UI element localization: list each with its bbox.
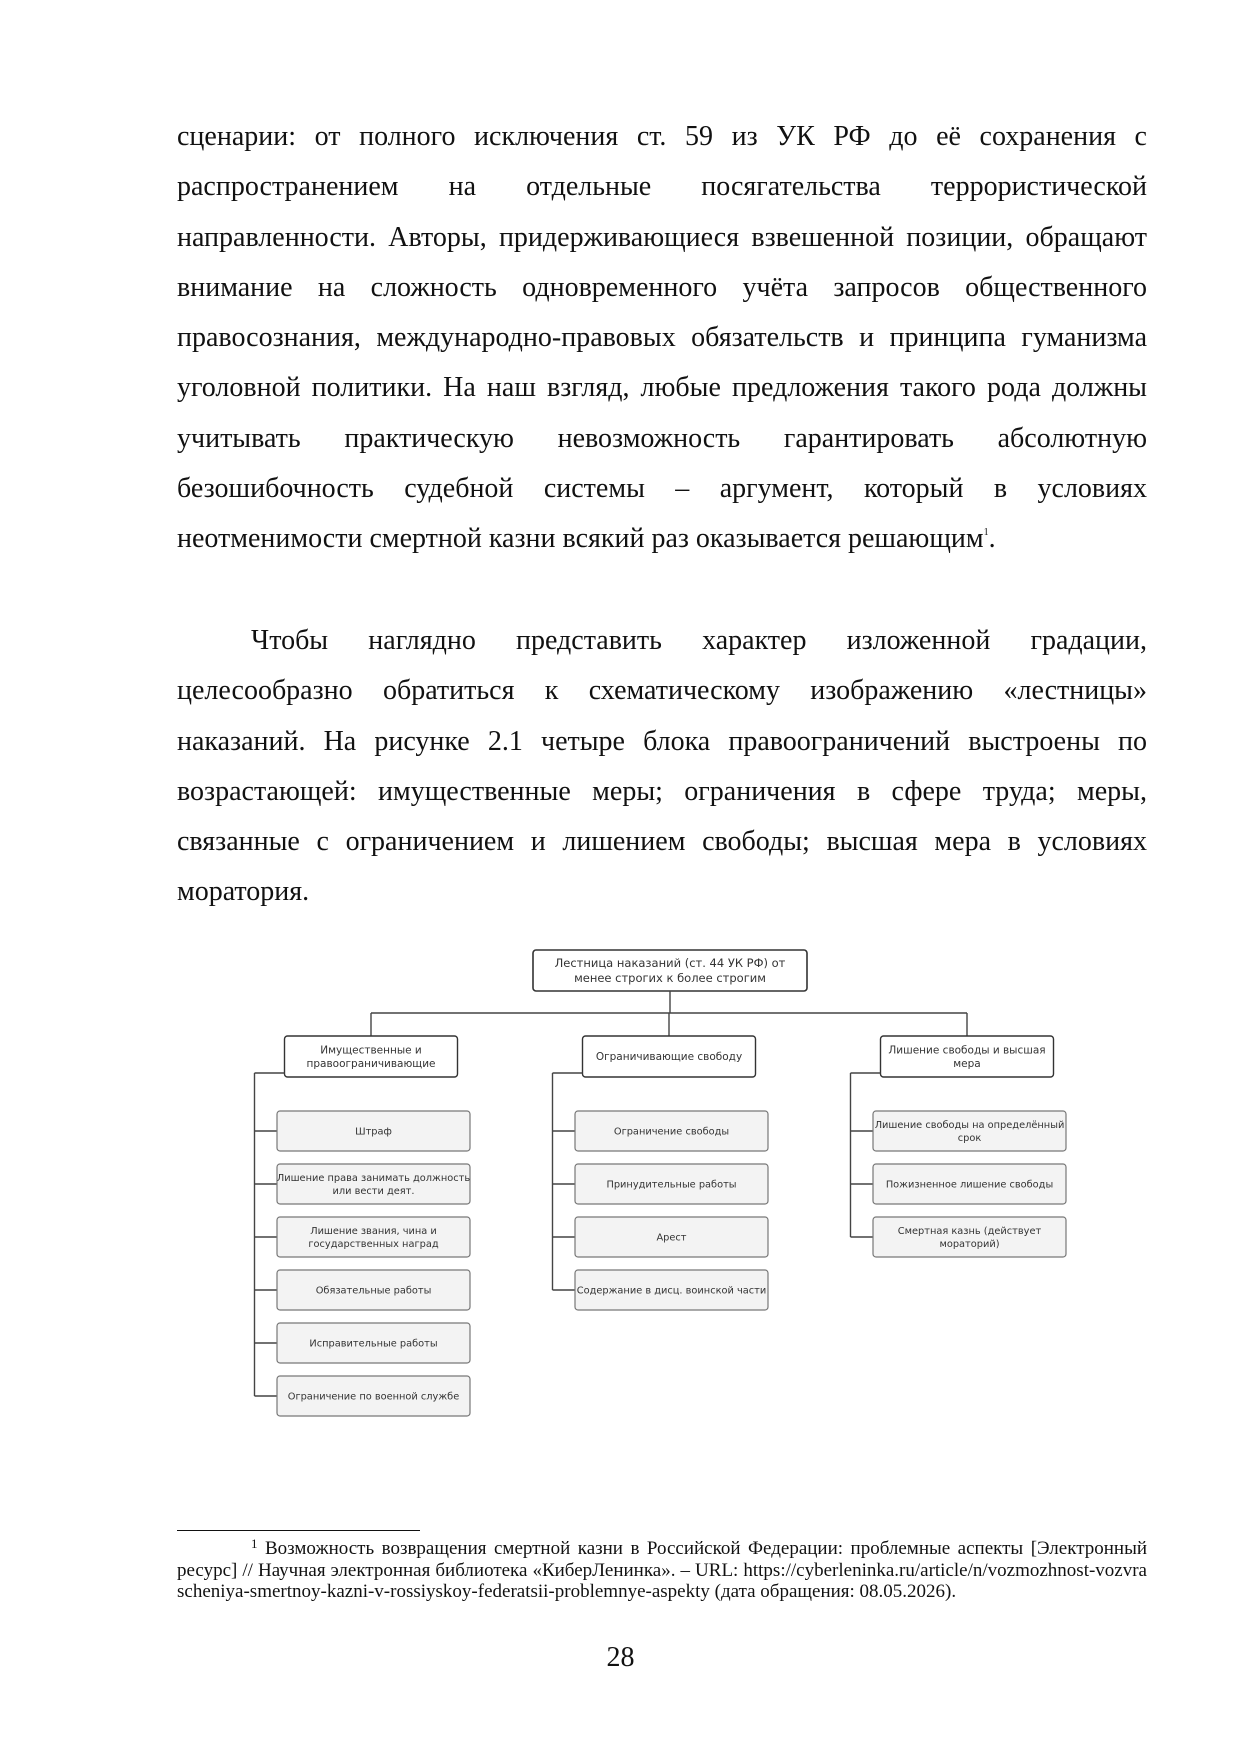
group-node-1-label: Имущественные и правоограничивающие — [306, 1044, 436, 1070]
leaf-node-label: Смертная казнь (действует мораторий) — [897, 1226, 1042, 1250]
punishment-ladder-diagram — [250, 945, 1065, 1425]
footnote-number: 1 — [251, 1536, 258, 1551]
leaf-node-label: Ограничение свободы — [613, 1126, 730, 1138]
footnote-text: Возможность возвращения смертной казни в Российской Федерации: проблемные аспекты [Электронный ресурс] // Научная электронная библиотека «КиберЛенинка». – URL: — [177, 1538, 1148, 1581]
footnote-url[interactable]: https://cyberleninka.ru/article/n/vozmozhnost-vozvrascheniya-smertnoy-kazni-v-rossiyskoy-federatsii-problemnye-aspekty — [177, 1559, 1147, 1602]
leaf-node-label: Лишение свободы на определённый срок — [874, 1120, 1065, 1144]
leaf-node-label: Лишение звания, чина и государственных наград — [308, 1226, 439, 1250]
paragraph-1 — [177, 112, 1147, 565]
paragraph-2: Чтобы наглядно представить характер изложенной градации, целесообразно обратиться к схематическому изображению «лестницы» наказаний. На рисунке 2.1 четыре блока правоограничений выстроены по возрастающей: имущественные меры; ограничения в сфере труда; меры, связанные с ограничением и лишением свободы; высшая мера в условиях моратория. — [177, 625, 1147, 908]
footnote-separator — [177, 1530, 420, 1531]
root-node-label: Лестница наказаний (ст. 44 УК РФ) от менее строгих к более строгим — [554, 956, 786, 985]
leaf-node-label: Штраф — [355, 1126, 392, 1138]
page-number: 28 — [606, 1642, 635, 1673]
leaf-node-label: Ограничение по военной службе — [287, 1391, 460, 1403]
leaf-node-label: Пожизненное лишение свободы — [885, 1179, 1054, 1191]
paragraph-1-end: . — [988, 523, 996, 555]
footnote-1 — [177, 1538, 1147, 1603]
group-node-2-label: Ограничивающие свободу — [595, 1051, 743, 1064]
group-node-1 — [285, 1036, 458, 1077]
leaf-node-label: Обязательные работы — [315, 1285, 432, 1297]
footnote-access-date: (дата обращения: 08.05.2026). — [709, 1581, 957, 1602]
leaf-node-label: Лишение права занимать должность или вести деят. — [276, 1173, 471, 1197]
leaf-node-label: Принудительные работы — [606, 1179, 737, 1191]
leaf-node-label: Содержание в дисц. воинской части — [576, 1285, 767, 1297]
group-node-3-label: Лишение свободы и высшая мера — [888, 1044, 1046, 1070]
footnote-reference[interactable]: 1 — [983, 527, 989, 539]
leaf-node-label: Арест — [656, 1232, 687, 1244]
paragraph-1-text: сценарии: от полного исключения ст. 59 из УК РФ до её сохранения с распространением на отдельные посягательства террористической направленности. Авторы, придерживающиеся взвешенной позиции, обращают внимание на сложность одновременного учёта запросов общественного правосознания, международно-правовых обязательств и принципа гуманизма уголовной политики. На наш взгляд, любые предложения такого рода должны учитывать практическую невозможность гарантировать абсолютную безошибочность судебной системы – аргумент, который в условиях неотменимости смертной казни всякий раз оказывается решающим — [177, 121, 1147, 555]
group-node-3 — [881, 1036, 1054, 1077]
leaf-node-label: Исправительные работы — [309, 1338, 438, 1350]
